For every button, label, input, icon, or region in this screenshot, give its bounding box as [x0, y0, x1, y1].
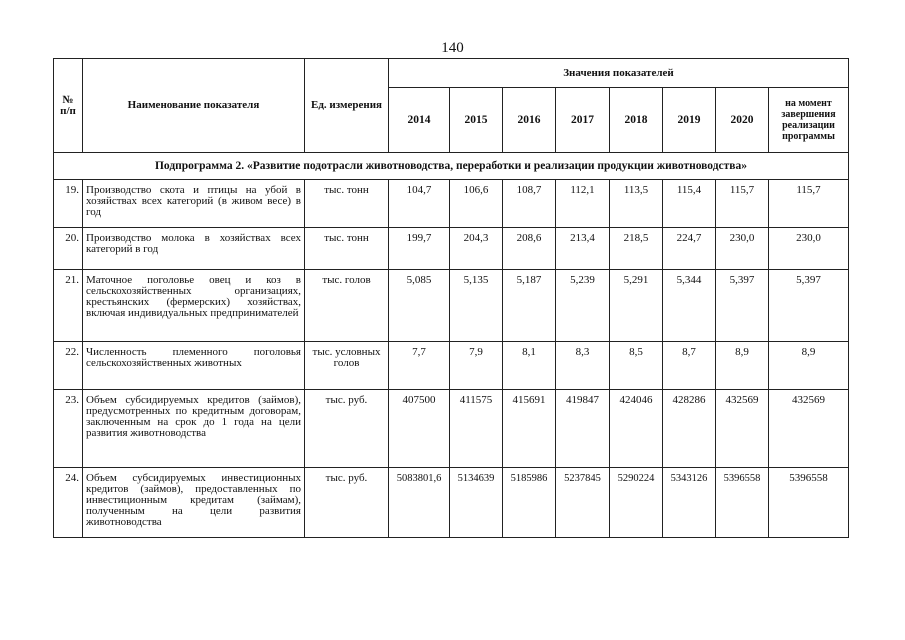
row-value: 5,187: [503, 270, 556, 342]
table-row: [54, 228, 849, 270]
header-year: 2019: [663, 88, 716, 153]
row-value: 5396558: [716, 468, 769, 538]
row-value: 5134639: [450, 468, 503, 538]
row-value: 104,7: [389, 180, 450, 228]
row-value: 230,0: [716, 228, 769, 270]
row-value: 7,9: [450, 342, 503, 390]
row-value: 5,135: [450, 270, 503, 342]
header-values-group: Значения показателей: [389, 59, 849, 88]
row-unit: тыс. руб.: [305, 390, 389, 468]
subprogram-row: [54, 153, 849, 180]
row-value: 419847: [556, 390, 610, 468]
row-name: Объем субсидируемых кредитов (займов), предусмотренных по кредитным договорам, заключенным на срок до 1 года на цели развития животноводства: [83, 390, 305, 468]
row-value: 108,7: [503, 180, 556, 228]
row-name: Производство скота и птицы на убой в хозяйствах всех категорий (в живом весе) в год: [83, 180, 305, 228]
row-value: 8,3: [556, 342, 610, 390]
row-final: 230,0: [769, 228, 849, 270]
row-value: 5083801,6: [389, 468, 450, 538]
row-num: 19.: [54, 180, 83, 228]
row-value: 407500: [389, 390, 450, 468]
row-unit: тыс. условных голов: [305, 342, 389, 390]
row-value: 213,4: [556, 228, 610, 270]
row-final: 8,9: [769, 342, 849, 390]
row-value: 5290224: [610, 468, 663, 538]
header-year: 2018: [610, 88, 663, 153]
row-value: 5343126: [663, 468, 716, 538]
indicators-table: [53, 58, 849, 538]
row-name: Объем субсидируемых инвестиционных кредитов (займов), предоставленных по инвестиционным кредитам (займам), полученным на цели развития животноводства: [83, 468, 305, 538]
row-final: 115,7: [769, 180, 849, 228]
row-value: 5237845: [556, 468, 610, 538]
row-value: 199,7: [389, 228, 450, 270]
header-year: 2016: [503, 88, 556, 153]
header-year: 2017: [556, 88, 610, 153]
subprogram-title: Подпрограмма 2. «Развитие подотрасли животноводства, переработки и реализации продукции животноводства»: [54, 153, 849, 180]
header-year: 2020: [716, 88, 769, 153]
header-row-1: [54, 59, 849, 88]
row-value: 224,7: [663, 228, 716, 270]
row-value: 428286: [663, 390, 716, 468]
row-unit: тыс. голов: [305, 270, 389, 342]
row-final: 5,397: [769, 270, 849, 342]
row-value: 8,7: [663, 342, 716, 390]
row-value: 112,1: [556, 180, 610, 228]
row-num: 20.: [54, 228, 83, 270]
row-num: 21.: [54, 270, 83, 342]
row-value: 218,5: [610, 228, 663, 270]
row-value: 5,397: [716, 270, 769, 342]
row-unit: тыс. тонн: [305, 180, 389, 228]
row-unit: тыс. руб.: [305, 468, 389, 538]
table-row: [54, 180, 849, 228]
row-value: 5,291: [610, 270, 663, 342]
header-year: 2014: [389, 88, 450, 153]
row-value: 115,7: [716, 180, 769, 228]
table-row: [54, 270, 849, 342]
row-num: 22.: [54, 342, 83, 390]
row-value: 115,4: [663, 180, 716, 228]
header-num: № п/п: [54, 59, 83, 153]
table-row: [54, 468, 849, 538]
header-unit: Ед. измерения: [305, 59, 389, 153]
row-value: 8,1: [503, 342, 556, 390]
row-value: 432569: [716, 390, 769, 468]
row-value: 204,3: [450, 228, 503, 270]
row-name: Численность племенного поголовья сельскохозяйственных животных: [83, 342, 305, 390]
header-year: 2015: [450, 88, 503, 153]
row-value: 8,9: [716, 342, 769, 390]
row-num: 23.: [54, 390, 83, 468]
row-final: 5396558: [769, 468, 849, 538]
header-final: на момент завершения реализации программы: [769, 88, 849, 153]
row-value: 411575: [450, 390, 503, 468]
row-value: 113,5: [610, 180, 663, 228]
row-value: 5,344: [663, 270, 716, 342]
table-row: [54, 390, 849, 468]
header-name: Наименование показателя: [83, 59, 305, 153]
table-row: [54, 342, 849, 390]
row-value: 8,5: [610, 342, 663, 390]
row-value: 5185986: [503, 468, 556, 538]
row-name: Маточное поголовье овец и коз в сельскохозяйственных организациях, крестьянских (фермерских) хозяйствах, включая индивидуальных предпринимателей: [83, 270, 305, 342]
row-unit: тыс. тонн: [305, 228, 389, 270]
row-value: 208,6: [503, 228, 556, 270]
row-num: 24.: [54, 468, 83, 538]
row-final: 432569: [769, 390, 849, 468]
row-name: Производство молока в хозяйствах всех категорий в год: [83, 228, 305, 270]
row-value: 415691: [503, 390, 556, 468]
row-value: 7,7: [389, 342, 450, 390]
row-value: 5,085: [389, 270, 450, 342]
row-value: 5,239: [556, 270, 610, 342]
row-value: 106,6: [450, 180, 503, 228]
page-number: 140: [441, 40, 464, 56]
row-value: 424046: [610, 390, 663, 468]
